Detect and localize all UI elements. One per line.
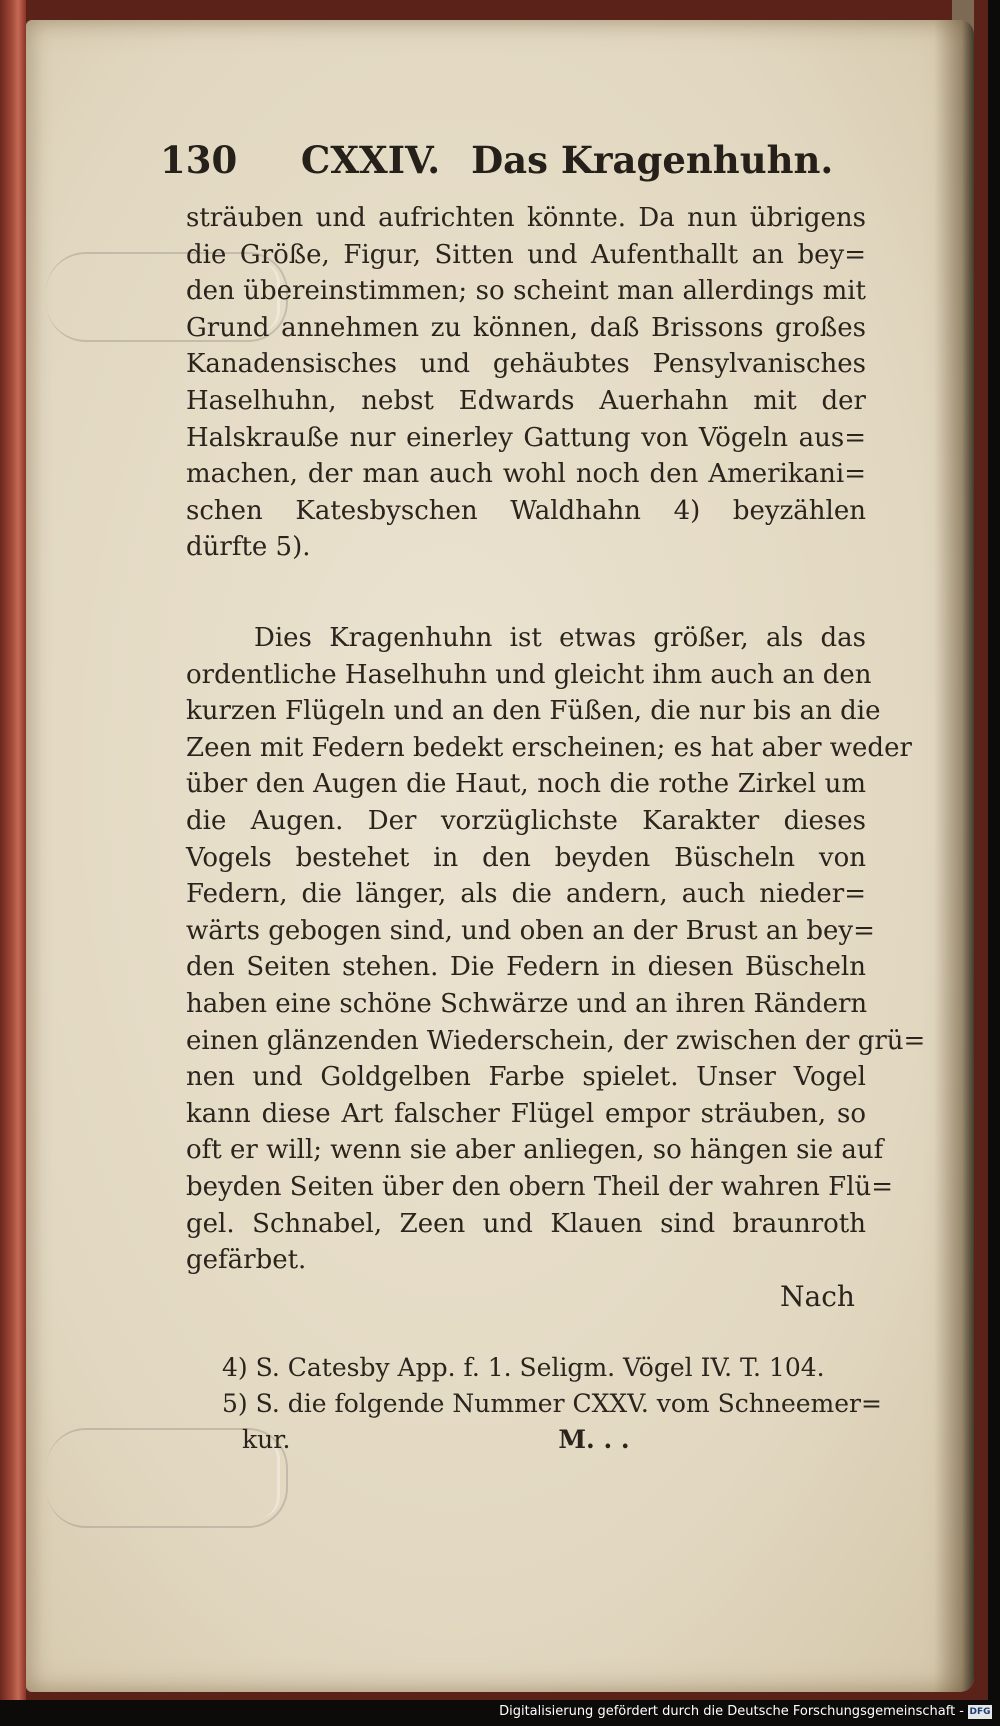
- text-line: kann diese Art falscher Flügel empor sträuben, so: [186, 1098, 866, 1129]
- text-line: Zeen mit Federn bedekt erscheinen; es hat aber weder: [186, 732, 912, 763]
- text-line: sträuben und aufrichten könnte. Da nun übrigens: [186, 203, 866, 233]
- footnotes: [222, 1350, 882, 1458]
- text-line: Haselhuhn, nebst Edwards Auerhahn mit der: [186, 385, 866, 416]
- text-line: schen Katesbyschen Waldhahn 4) beyzählen: [186, 495, 866, 526]
- page-header: [160, 138, 860, 182]
- text-line: den übereinstimmen; so scheint man allerdings mit: [186, 276, 866, 307]
- text-line: Dies Kragenhuhn ist etwas größer, als das: [254, 623, 866, 653]
- text-line: machen, der man auch wohl noch den Amerikani=: [186, 459, 866, 490]
- catchword: Nach: [780, 1280, 855, 1313]
- footnote-5-end: kur.: [242, 1425, 291, 1454]
- footnote-signature: M. . .: [558, 1425, 630, 1454]
- text-line: den Seiten stehen. Die Federn in diesen Büscheln: [186, 952, 866, 983]
- chapter-title: Das Kragenhuhn.: [471, 138, 834, 182]
- text-line: Halskrauße nur einerley Gattung von Vögeln aus=: [186, 422, 866, 453]
- text-line: gefärbet.: [186, 1245, 307, 1276]
- chapter-number: CXXIV.: [300, 138, 441, 182]
- text-line: oft er will; wenn sie aber anliegen, so hängen sie auf: [186, 1135, 884, 1166]
- footnote-5-continuation: [222, 1422, 862, 1458]
- text-line: Federn, die länger, als die andern, auch nieder=: [186, 879, 866, 910]
- footnote-4: 4) S. Catesby App. f. 1. Seligm. Vögel IV. T. 104.: [222, 1353, 825, 1382]
- paragraph-2: [186, 620, 926, 1279]
- text-line: wärts gebogen sind, und oben an der Brust an bey=: [186, 915, 875, 946]
- text-line: die Augen. Der vorzüglichste Karakter dieses: [186, 805, 866, 836]
- digitization-credit: Digitalisierung gefördert durch die Deutsche Forschungsgemeinschaft -: [499, 1704, 964, 1719]
- text-line: nen und Goldgelben Farbe spielet. Unser Vogel: [186, 1062, 866, 1093]
- dfg-logo: DFG: [969, 1707, 991, 1717]
- paragraph-1: [186, 200, 866, 566]
- text-line: gel. Schnabel, Zeen und Klauen sind braunroth: [186, 1208, 866, 1239]
- footnote-5: 5) S. die folgende Nummer CXXV. vom Schneemer=: [222, 1389, 882, 1418]
- text-line: haben eine schöne Schwärze und an ihren Rändern: [186, 988, 868, 1019]
- footer-bar: [0, 1700, 1000, 1726]
- text-line: die Größe, Figur, Sitten und Aufenthallt an bey=: [186, 239, 866, 270]
- text-line: Vogels bestehet in den beyden Büscheln von: [186, 842, 866, 873]
- text-line: kurzen Flügeln und an den Füßen, die nur bis an die: [186, 696, 881, 727]
- text-line: Kanadensisches und gehäubtes Pensylvanisches: [186, 349, 866, 380]
- page-gutter-shadow: [934, 20, 974, 1692]
- text-line: ordentliche Haselhuhn und gleicht ihm auch an den: [186, 659, 872, 690]
- text-line: beyden Seiten über den obern Theil der wahren Flü=: [186, 1171, 894, 1202]
- text-line: Grund annehmen zu können, daß Brissons großes: [186, 312, 866, 343]
- text-line: einen glänzenden Wiederschein, der zwischen der grü=: [186, 1025, 926, 1056]
- book-edge: [0, 0, 26, 1700]
- text-line: dürfte 5).: [186, 532, 311, 563]
- page-number: 130: [160, 138, 238, 182]
- text-line: über den Augen die Haut, noch die rothe Zirkel um: [186, 769, 866, 800]
